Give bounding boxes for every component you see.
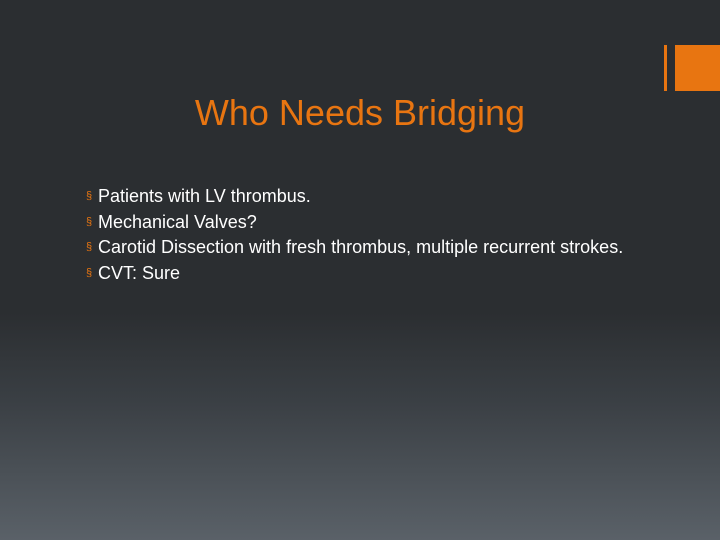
accent-bar-thin: [664, 45, 667, 91]
bullet-marker-icon: §: [86, 241, 93, 253]
bullet-marker-icon: §: [86, 190, 93, 202]
bullet-item: [86, 261, 626, 287]
bullet-text: Carotid Dissection with fresh thrombus, multiple recurrent strokes.: [98, 237, 624, 257]
accent-bar-thick: [675, 45, 720, 91]
bullet-marker-icon: §: [86, 266, 93, 279]
bullet-item: [86, 184, 626, 210]
bullet-text: Mechanical Valves?: [98, 211, 257, 232]
bullet-item: [86, 210, 626, 236]
bullet-item: [86, 235, 626, 261]
bullet-text: Patients with LV thrombus.: [98, 186, 311, 206]
bullet-text: CVT: Sure: [98, 262, 181, 283]
slide-title: Who Needs Bridging: [194, 92, 526, 133]
bullet-marker-icon: §: [86, 215, 93, 228]
bullet-list: [86, 184, 626, 286]
